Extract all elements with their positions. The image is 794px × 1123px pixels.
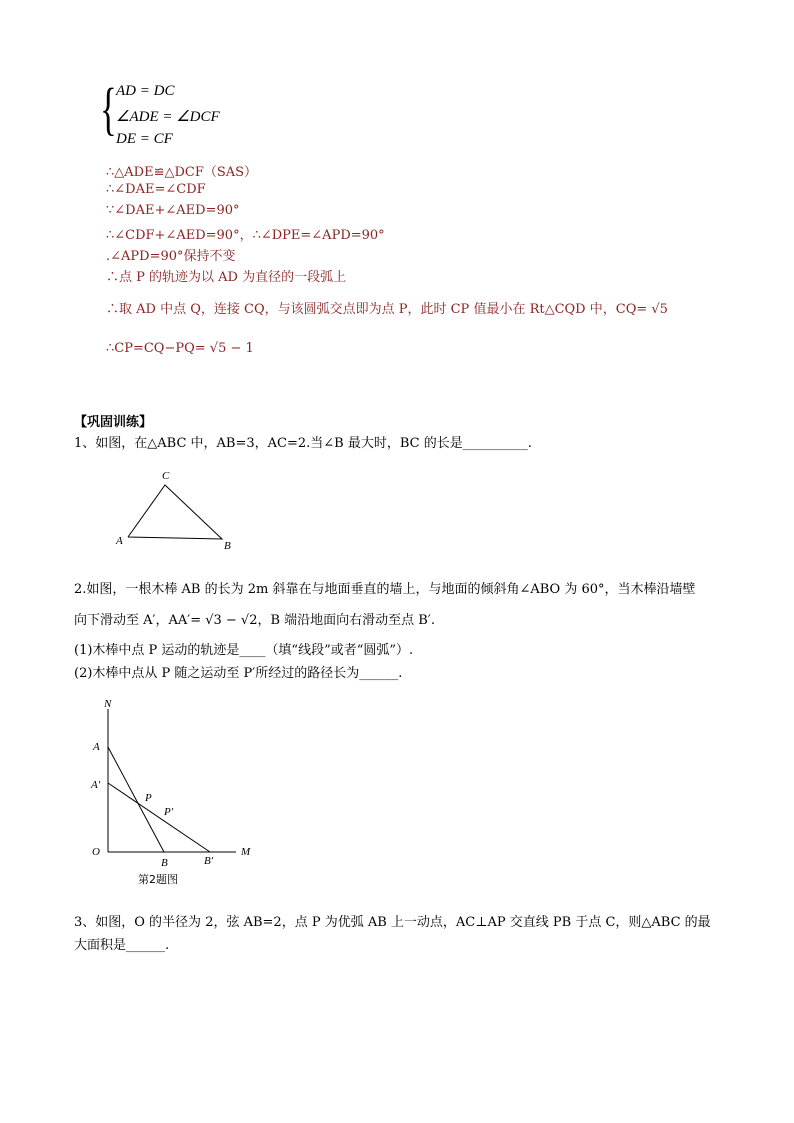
proof-line-8: ∴CP=CQ−PQ= √5 − 1 <box>106 341 254 356</box>
triangle-abc <box>128 485 222 539</box>
proof-line-7: ∴取 AD 中点 Q，连接 CQ，与该圆弧交点即为点 P，此时 CP 值最小在 Rt△CQD 中，CQ= √5 <box>106 302 668 317</box>
label-b-prime: B′ <box>204 855 214 867</box>
label-a: A <box>93 741 100 753</box>
label-a: A <box>116 535 123 547</box>
proof-line-6: ∴点 P 的轨迹为以 AD 为直径的一段弧上 <box>106 270 347 285</box>
q2-line2: 向下滑动至 A′，AA′= √3 − √2，B 端沿地面向右滑动至点 B′. <box>74 613 435 628</box>
q3-line2: 大面积是______. <box>74 938 170 953</box>
q2-sub1: (1)木棒中点 P 运动的轨迹是____（填“线段”或者“圆弧”）. <box>74 643 414 658</box>
q3-line1: 3、如图，O 的半径为 2，弦 AB=2，点 P 为优弧 AB 上一动点，AC⊥AP 交直线 PB 于点 C，则△ABC 的最 <box>74 915 711 930</box>
system-line-3: DE = CF <box>116 131 173 147</box>
proof-line-2: ∴∠DAE=∠CDF <box>106 182 206 197</box>
section-title: 【巩固训练】 <box>74 415 153 430</box>
figure-caption: 第2题图 <box>138 873 178 886</box>
label-b: B <box>161 857 168 869</box>
q2-ladder-figure <box>86 695 266 895</box>
label-c: C <box>162 470 170 482</box>
label-m: M <box>241 846 251 858</box>
proof-line-5: .∠APD=90°保持不变 <box>106 249 236 264</box>
proof-line-3: ∵∠DAE+∠AED=90° <box>106 203 240 218</box>
proof-line-1: ∴△ADE≌△DCF（SAS） <box>106 165 258 180</box>
system-line-2: ∠ADE = ∠DCF <box>116 109 220 125</box>
label-a-prime: A′ <box>91 779 101 791</box>
label-o: O <box>92 846 100 858</box>
q2-sub2: (2)木棒中点从 P 随之运动至 P′所经过的路径长为______. <box>74 666 403 681</box>
proof-line-4: ∴∠CDF+∠AED=90°，∴∠DPE=∠APD=90° <box>106 228 385 243</box>
label-p-prime: P′ <box>164 806 174 818</box>
system-line-1: AD = DC <box>116 83 175 99</box>
stick-ab <box>108 747 164 852</box>
label-b: B <box>224 540 231 552</box>
label-p: P <box>145 792 152 804</box>
q2-line1: 2.如图，一根木棒 AB 的长为 2m 斜靠在与地面垂直的墙上，与地面的倾斜角∠ABO 为 60°，当木棒沿墙壁 <box>74 582 696 597</box>
q1-text: 1、如图，在△ABC 中，AB=3，AC=2.当∠B 最大时，BC 的长是__________. <box>74 436 532 451</box>
left-brace: { <box>100 76 117 141</box>
q1-triangle-figure <box>110 465 250 557</box>
label-n: N <box>104 698 112 710</box>
